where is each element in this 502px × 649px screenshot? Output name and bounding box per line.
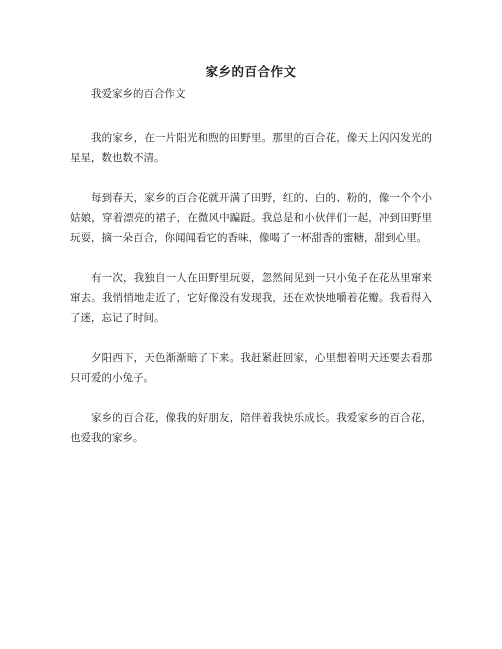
document-title: 家乡的百合作文 (205, 64, 297, 79)
paragraph-2: 每到春天，家乡的百合花就开满了田野，红的、白的、粉的，像一个个小姑娘，穿着漂亮的裙子，在微风中蹁跹。我总是和小伙伴们一起，冲到田野里玩耍，摘一朵百合，你闻闻看它的香味，像喝了一杯甜香的蜜糖，甜到心里。 (70, 192, 432, 244)
paragraph-3: 有一次，我独自一人在田野里玩耍，忽然间见到一只小兔子在花丛里窜来窜去。我悄悄地走近了，它好像没有发现我，还在欢快地嚼着花瓣。我看得入了迷，忘记了时间。 (70, 272, 432, 324)
document-subtitle: 我爱家乡的百合作文 (91, 88, 186, 100)
paragraph-4: 夕阳西下，天色渐渐暗了下来。我赶紧赶回家，心里想着明天还要去看那只可爱的小兔子。 (70, 352, 432, 384)
paragraph-1: 我的家乡，在一片阳光和煦的田野里。那里的百合花，像天上闪闪发光的星星，数也数不清。 (70, 132, 432, 164)
paragraph-5: 家乡的百合花，像我的好朋友，陪伴着我快乐成长。我爱家乡的百合花，也爱我的家乡。 (70, 412, 432, 444)
